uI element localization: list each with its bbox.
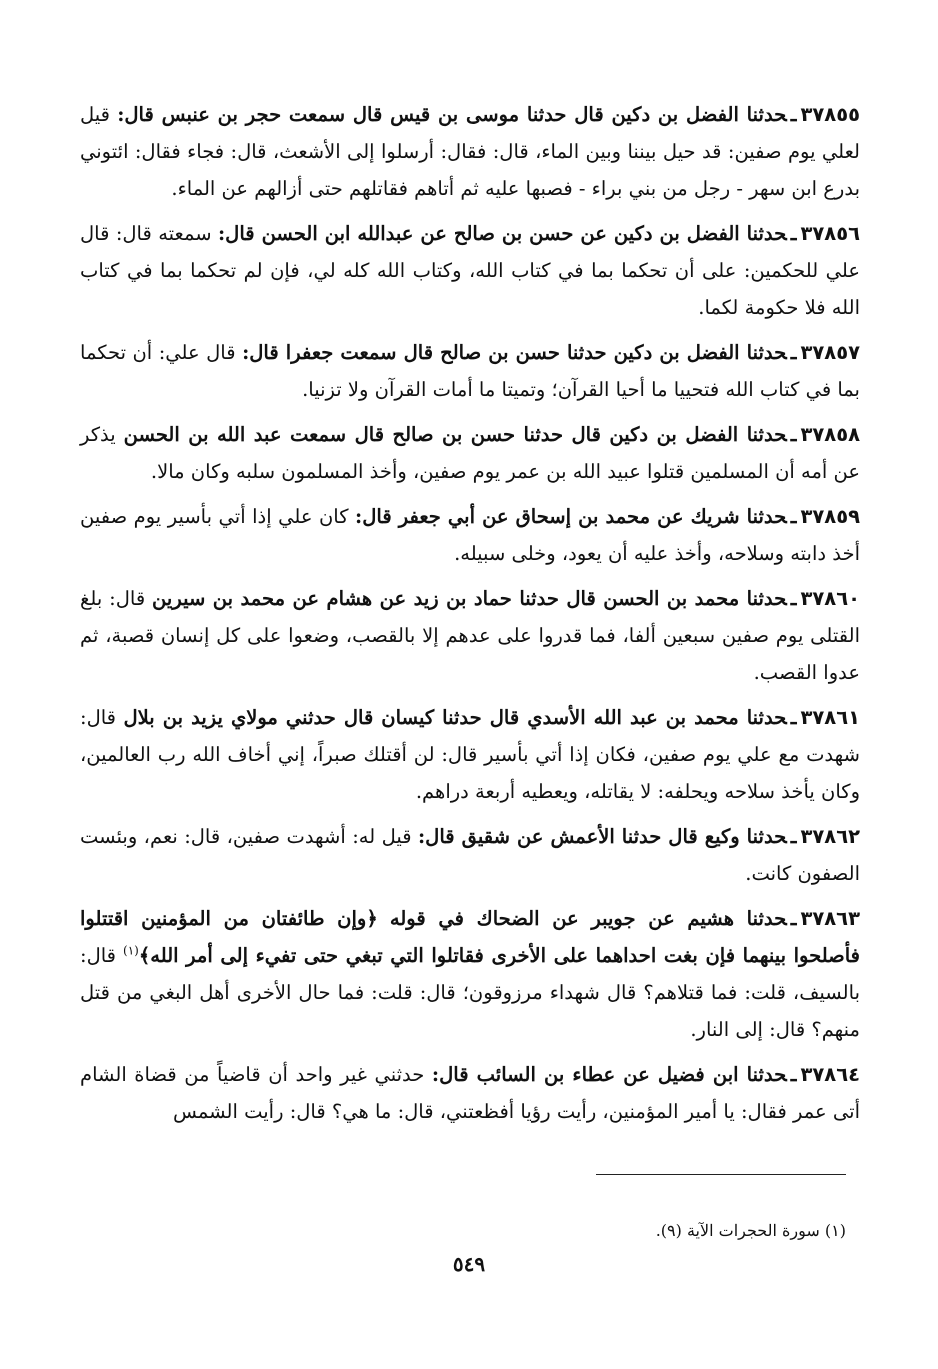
hadith-number: ٣٧٨٥٩: [800, 505, 860, 528]
hadith-entry: [80, 96, 860, 207]
number-separator: ـ: [790, 341, 797, 364]
number-separator: ـ: [790, 1063, 797, 1086]
hadith-number: ٣٧٨٦٤: [800, 1063, 860, 1086]
hadith-entry: [80, 334, 860, 408]
hadith-text: كان علي إذا أتي بأسير يوم صفين أخذ دابته وسلاحه، وأخذ عليه أن يعود، وخلى سبيله.: [80, 505, 860, 565]
hadith-number: ٣٧٨٥٦: [800, 222, 860, 245]
hadith-entry: [80, 416, 860, 490]
hadith-text: يذكر عن أمه أن المسلمين قتلوا عبيد الله بن عمر يوم صفين، وأخذ المسلمون سلبه وكان مالا.: [80, 423, 860, 483]
hadith-isnad: حدثنا هشيم عن جويبر عن الضحاك في قوله: [389, 907, 787, 930]
hadith-text: قيل له: أشهدت صفين، قال: نعم، وبئست الصفون كانت.: [80, 825, 860, 885]
number-separator: ـ: [790, 103, 797, 126]
hadith-isnad: حدثنا محمد بن الحسن قال حدثنا حماد بن زيد عن هشام عن محمد بن سيرين: [152, 587, 787, 610]
hadith-isnad: حدثنا ابن فضيل عن عطاء بن السائب قال:: [431, 1063, 787, 1086]
hadith-isnad: حدثنا الفضل بن دكين قال حدثنا موسى بن قيس قال سمعت حجر بن عنبس قال:: [117, 103, 787, 126]
hadith-text: قال: شهدت مع علي يوم صفين، فكان إذا أتي بأسير قال: لن أقتلك صبراً، إني أخاف الله رب العالمين، وكان يأخذ سلاحه ويحلفه: لا يقاتله، ويعطيه أربعة دراهم.: [80, 706, 860, 803]
hadith-number: ٣٧٨٦٢: [800, 825, 860, 848]
hadith-isnad: حدثنا شريك عن محمد بن إسحاق عن أبي جعفر قال:: [355, 505, 787, 528]
hadith-number: ٣٧٨٦١: [800, 706, 861, 729]
hadith-isnad: حدثنا الفضل بن دكين حدثنا حسن بن صالح قال سمعت جعفرا قال:: [242, 341, 787, 364]
number-separator: ـ: [790, 423, 797, 446]
hadith-isnad: حدثنا الفضل بن دكين قال حدثنا حسن بن صالح قال سمعت عبد الله بن الحسن: [123, 423, 787, 446]
hadith-isnad: حدثنا الفضل بن دكين عن حسن بن صالح عن عبدالله ابن الحسن قال:: [217, 222, 787, 245]
hadith-entry: [80, 900, 860, 1048]
number-separator: ـ: [790, 706, 797, 729]
hadith-entries: [80, 96, 860, 1138]
hadith-isnad: حدثنا وكيع قال حدثنا الأعمش عن شقيق قال:: [417, 825, 787, 848]
number-separator: ـ: [790, 222, 797, 245]
hadith-entry: [80, 1056, 860, 1130]
hadith-isnad: حدثنا محمد بن عبد الله الأسدي قال حدثنا كيسان قال حدثني مولاي يزيد بن بلال: [123, 706, 787, 729]
number-separator: ـ: [790, 907, 797, 930]
hadith-entry: [80, 818, 860, 892]
hadith-text: سمعته قال: قال علي للحكمين: على أن تحكما بما في كتاب الله، وكتاب الله كله لي، فإن لم تحكما بما في كتاب الله فلا حكومة لكما.: [80, 222, 860, 319]
hadith-entry: [80, 699, 860, 810]
hadith-text: قال: بالسيف، قلت: فما قتلاهم؟ قال شهداء مرزوقون؛ قال: قلت: فما حال الأخرى أهل البغي من قتل منهم؟ قال: إلى النار.: [80, 944, 860, 1041]
page-number: ٥٤٩: [452, 1252, 486, 1276]
hadith-number: ٣٧٨٥٧: [800, 341, 860, 364]
hadith-number: ٣٧٨٦٣: [800, 907, 860, 930]
hadith-number: ٣٧٨٥٥: [800, 103, 860, 126]
hadith-text: قال: بلغ القتلى يوم صفين سبعين ألفا، فما قدروا على عدهم إلا بالقصب، وضعوا على كل إنسان قصبة، ثم عدوا القصب.: [80, 587, 860, 684]
footnote: (١) سورة الحجرات الآية (٩).: [655, 1221, 846, 1240]
hadith-entry: [80, 498, 860, 572]
footnote-marker[interactable]: (١): [123, 943, 139, 958]
hadith-text: حدثني غير واحد أن قاضياً من قضاة الشام أتى عمر فقال: يا أمير المؤمنين، رأيت رؤيا أفظعتني، قال: ما هي؟ قال: رأيت الشمس: [80, 1063, 860, 1123]
number-separator: ـ: [790, 825, 797, 848]
number-separator: ـ: [790, 587, 797, 610]
hadith-entry: [80, 580, 860, 691]
quran-verse: ﴿وإن طائفتان من المؤمنين اقتتلوا فأصلحوا بينهما فإن بغت احداهما على الأخرى فقاتلوا التي تبغي حتى تفيء إلى أمر الله﴾: [80, 907, 860, 967]
hadith-text: قيل لعلي يوم صفين: قد حيل بيننا وبين الماء، قال: فقال: أرسلوا إلى الأشعث، قال: فجاء فقال: ائتوني بدرع ابن سهر - رجل من بني براء - فصبها عليه ثم أتاهم فقاتلهم حتى أزالهم عن الماء.: [80, 103, 860, 200]
number-separator: ـ: [790, 505, 797, 528]
footnote-divider: [596, 1174, 846, 1175]
hadith-text: قال علي: أن تحكما بما في كتاب الله فتحييا ما أحيا القرآن؛ وتميتا ما أمات القرآن ولا تزنيا.: [80, 341, 860, 401]
hadith-number: ٣٧٨٥٨: [800, 423, 861, 446]
hadith-entry: [80, 215, 860, 326]
hadith-number: ٣٧٨٦٠: [800, 587, 860, 610]
